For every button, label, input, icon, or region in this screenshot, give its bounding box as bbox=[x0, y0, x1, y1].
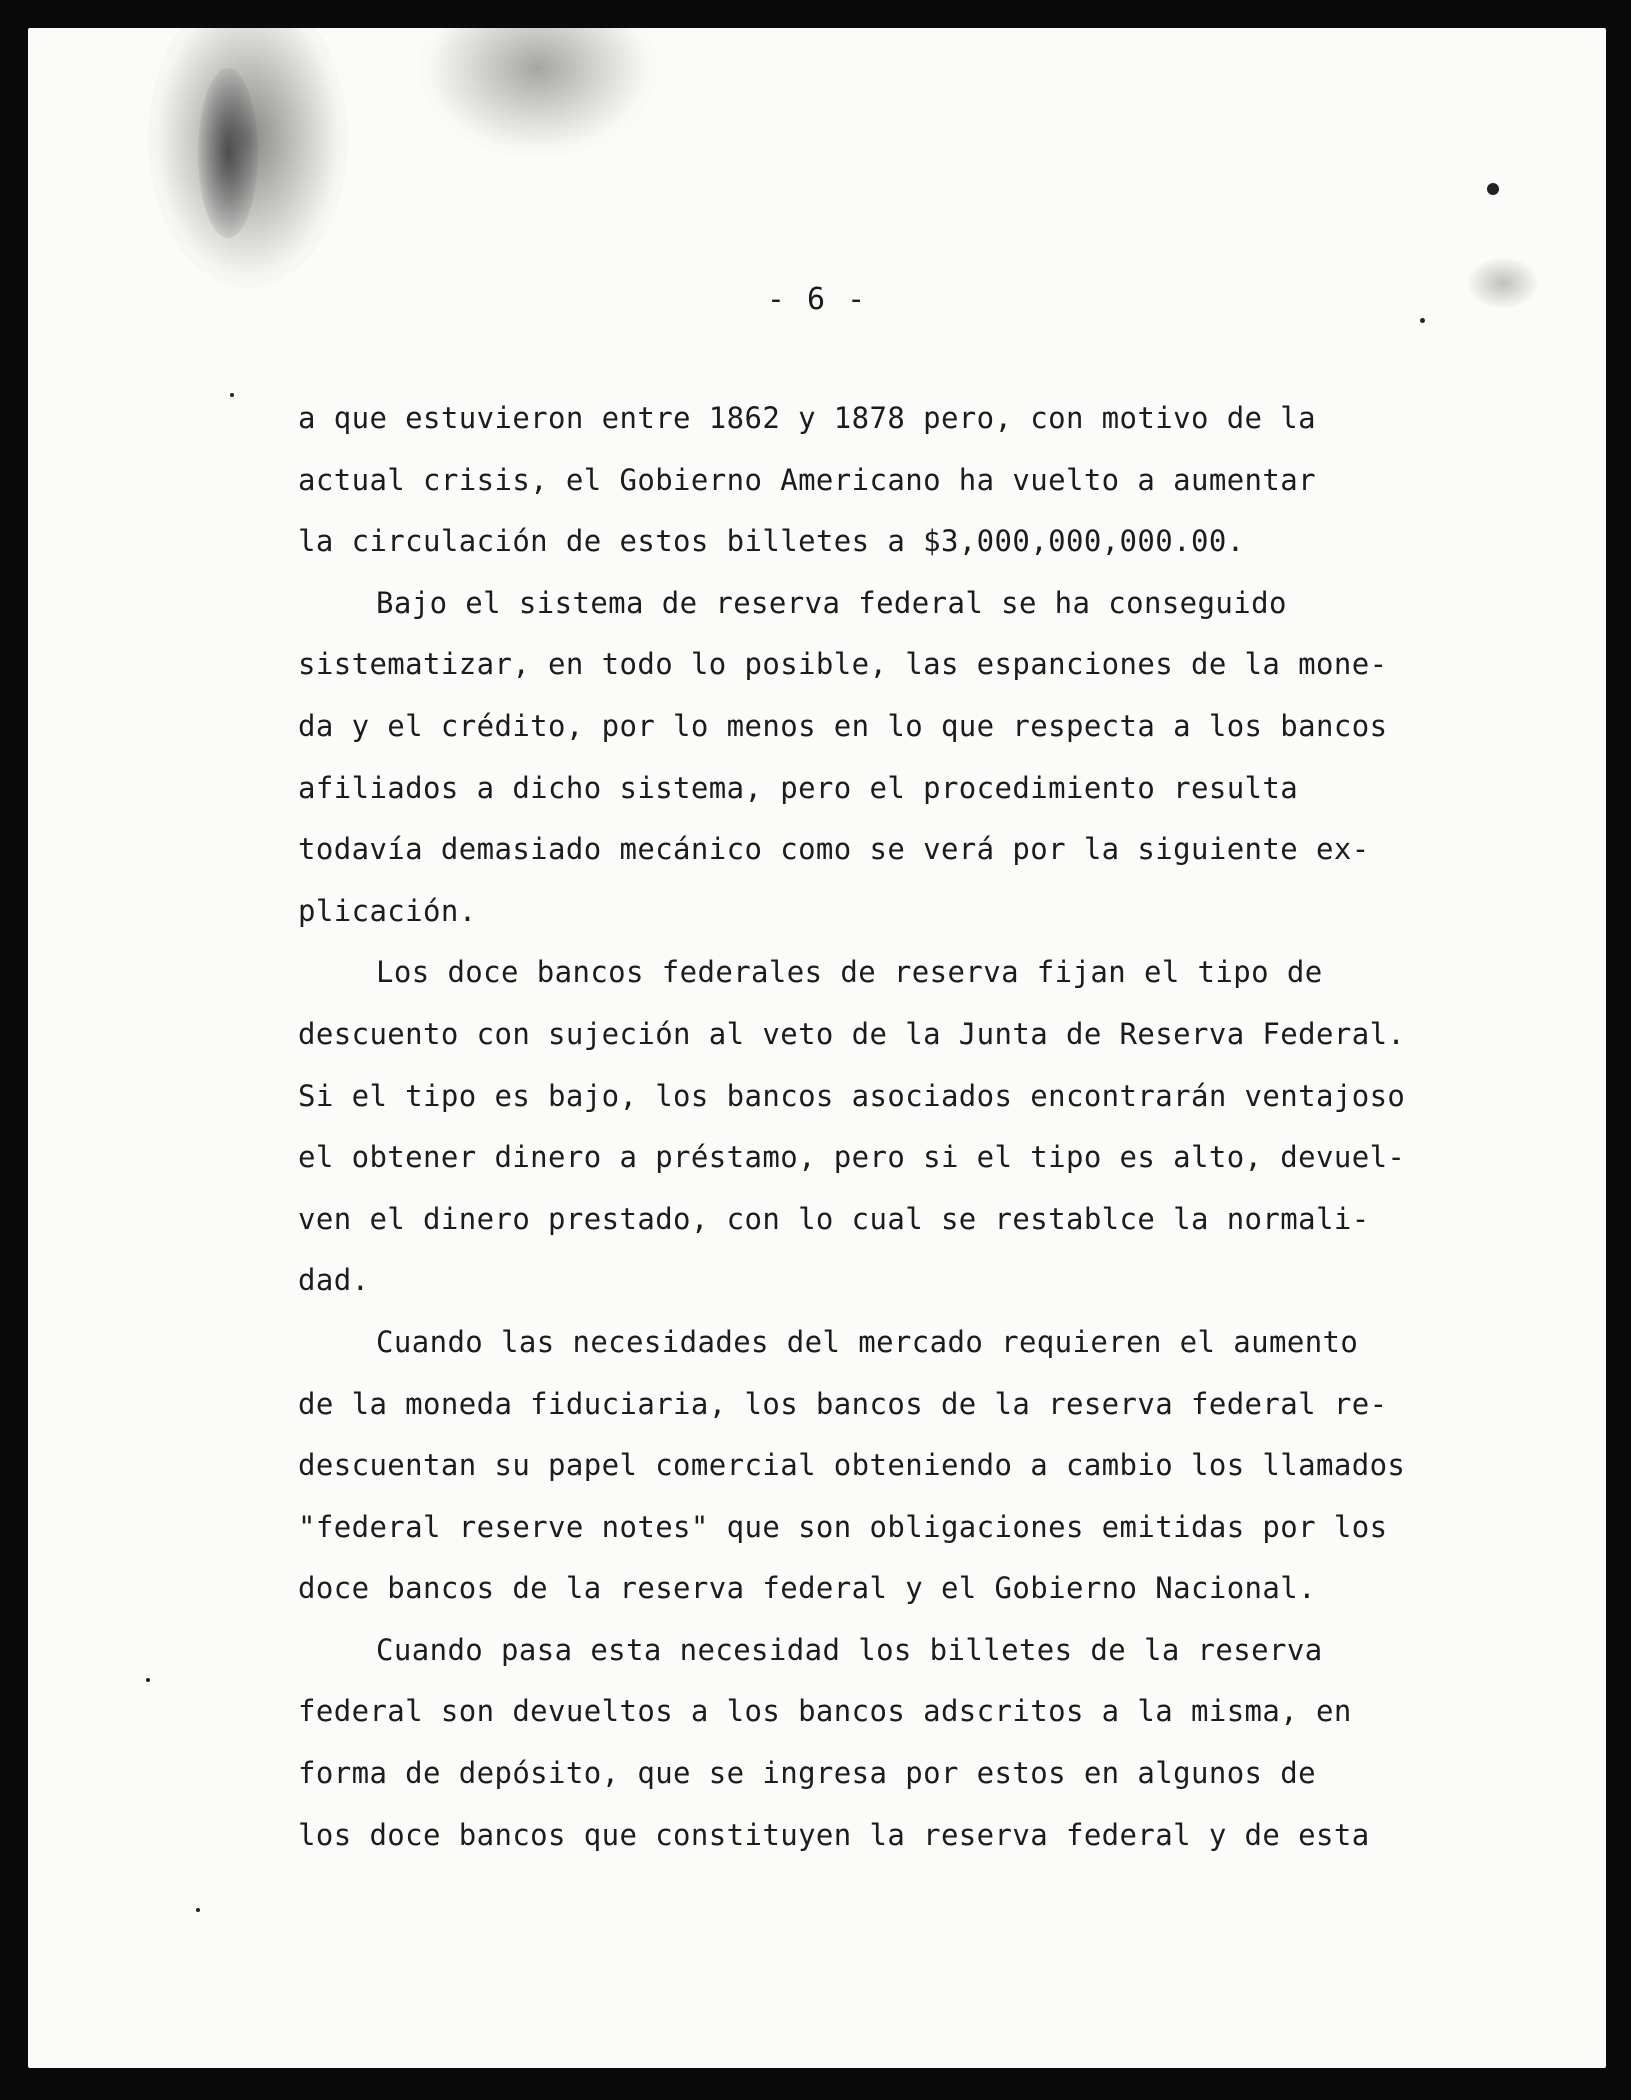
document-page bbox=[28, 28, 1606, 2068]
ink-speck bbox=[146, 1678, 150, 1682]
ink-speck bbox=[230, 393, 234, 397]
text-line: descuento con sujeción al veto de la Junta de Reserva Federal. bbox=[298, 1016, 1406, 1051]
text-line: federal son devueltos a los bancos adscritos a la misma, en bbox=[298, 1694, 1352, 1729]
text-line: actual crisis, el Gobierno Americano ha vuelto a aumentar bbox=[298, 462, 1316, 497]
text-line: ven el dinero prestado, con lo cual se restablce la normali- bbox=[298, 1201, 1370, 1236]
body-text bbox=[298, 388, 1528, 1866]
text-line: Cuando las necesidades del mercado requieren el aumento bbox=[376, 1324, 1359, 1359]
ink-speck bbox=[1420, 318, 1425, 323]
text-line: los doce bancos que constituyen la reserva federal y de esta bbox=[298, 1817, 1370, 1852]
text-line: dad. bbox=[298, 1263, 370, 1298]
text-line: plicación. bbox=[298, 893, 477, 928]
ink-speck bbox=[1487, 183, 1499, 195]
text-line: Los doce bancos federales de reserva fijan el tipo de bbox=[376, 955, 1323, 990]
ink-smudge bbox=[198, 68, 258, 238]
text-line: todavía demasiado mecánico como se verá por la siguiente ex- bbox=[298, 832, 1370, 867]
text-line: la circulación de estos billetes a $3,000,000,000.00. bbox=[298, 524, 1245, 559]
text-line: sistematizar, en todo lo posible, las espanciones de la mone- bbox=[298, 647, 1388, 682]
text-line: a que estuvieron entre 1862 y 1878 pero, con motivo de la bbox=[298, 401, 1316, 435]
text-line: "federal reserve notes" que son obligaciones emitidas por los bbox=[298, 1509, 1388, 1544]
page-number: - 6 - bbox=[766, 282, 868, 317]
text-line: afiliados a dicho sistema, pero el procedimiento resulta bbox=[298, 770, 1299, 805]
text-line: Bajo el sistema de reserva federal se ha conseguido bbox=[376, 585, 1287, 620]
text-line: el obtener dinero a préstamo, pero si el tipo es alto, devuel- bbox=[298, 1140, 1406, 1175]
text-line: Si el tipo es bajo, los bancos asociados encontrarán ventajoso bbox=[298, 1078, 1406, 1113]
text-line: da y el crédito, por lo menos en lo que respecta a los bancos bbox=[298, 708, 1388, 743]
ink-smudge bbox=[148, 28, 348, 288]
text-line: descuentan su papel comercial obteniendo a cambio los llamados bbox=[298, 1448, 1406, 1483]
ink-speck bbox=[196, 1908, 200, 1912]
text-line: forma de depósito, que se ingresa por estos en algunos de bbox=[298, 1756, 1316, 1791]
ink-smudge bbox=[418, 28, 658, 158]
text-line: doce bancos de la reserva federal y el Gobierno Nacional. bbox=[298, 1571, 1316, 1606]
text-line: Cuando pasa esta necesidad los billetes de la reserva bbox=[376, 1632, 1323, 1667]
text-line: de la moneda fiduciaria, los bancos de la reserva federal re- bbox=[298, 1386, 1388, 1421]
